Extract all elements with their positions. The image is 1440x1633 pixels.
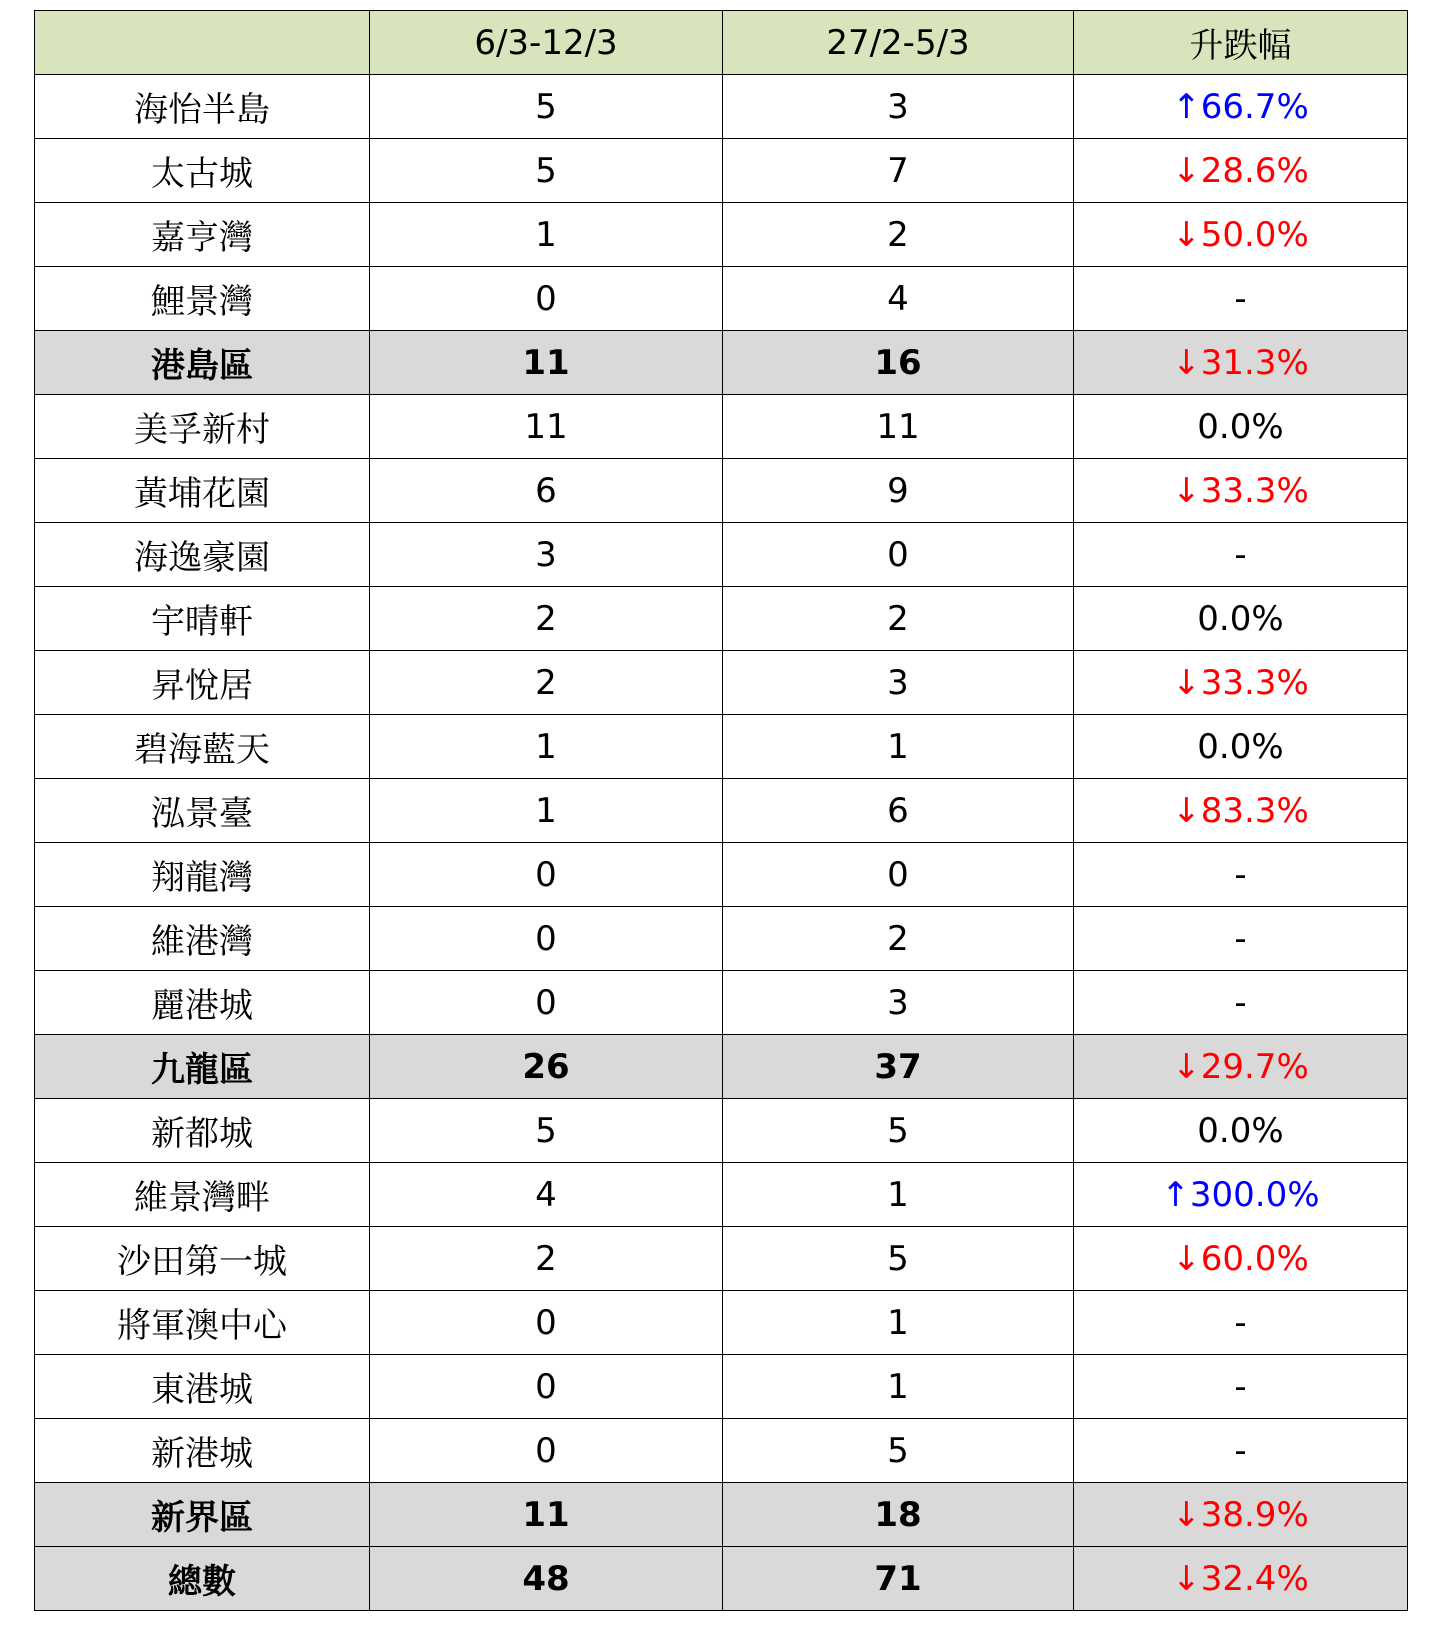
previous-week-cell: 3 xyxy=(723,971,1074,1035)
estate-name-cell: 太古城 xyxy=(35,139,370,203)
current-week-cell: 2 xyxy=(370,651,723,715)
estate-name-cell: 昇悅居 xyxy=(35,651,370,715)
change-cell: ↑300.0% xyxy=(1074,1163,1408,1227)
change-cell: ↓83.3% xyxy=(1074,779,1408,843)
current-week-cell: 0 xyxy=(370,1291,723,1355)
previous-week-cell: 37 xyxy=(723,1035,1074,1099)
change-cell: ↓31.3% xyxy=(1074,331,1408,395)
change-cell: 0.0% xyxy=(1074,395,1408,459)
change-cell: ↓33.3% xyxy=(1074,651,1408,715)
header-change: 升跌幅 xyxy=(1074,11,1408,75)
change-cell: - xyxy=(1074,1355,1408,1419)
estate-name-cell: 嘉亨灣 xyxy=(35,203,370,267)
table-row xyxy=(35,395,1408,459)
previous-week-cell: 3 xyxy=(723,651,1074,715)
estate-name-cell: 港島區 xyxy=(35,331,370,395)
estate-name-cell: 新界區 xyxy=(35,1483,370,1547)
current-week-cell: 5 xyxy=(370,1099,723,1163)
previous-week-cell: 1 xyxy=(723,1355,1074,1419)
previous-week-cell: 2 xyxy=(723,203,1074,267)
change-cell: ↓32.4% xyxy=(1074,1547,1408,1611)
estate-name-cell: 維港灣 xyxy=(35,907,370,971)
estate-name-cell: 泓景臺 xyxy=(35,779,370,843)
table-row xyxy=(35,779,1408,843)
estate-name-cell: 海怡半島 xyxy=(35,75,370,139)
previous-week-cell: 4 xyxy=(723,267,1074,331)
estate-name-cell: 將軍澳中心 xyxy=(35,1291,370,1355)
change-cell: ↓50.0% xyxy=(1074,203,1408,267)
change-cell: 0.0% xyxy=(1074,715,1408,779)
table-row xyxy=(35,1099,1408,1163)
previous-week-cell: 2 xyxy=(723,907,1074,971)
change-cell: - xyxy=(1074,267,1408,331)
previous-week-cell: 1 xyxy=(723,715,1074,779)
estate-name-cell: 黃埔花園 xyxy=(35,459,370,523)
table-row xyxy=(35,139,1408,203)
change-cell: - xyxy=(1074,843,1408,907)
previous-week-cell: 1 xyxy=(723,1163,1074,1227)
current-week-cell: 1 xyxy=(370,779,723,843)
current-week-cell: 4 xyxy=(370,1163,723,1227)
previous-week-cell: 9 xyxy=(723,459,1074,523)
previous-week-cell: 0 xyxy=(723,843,1074,907)
table-row xyxy=(35,843,1408,907)
current-week-cell: 5 xyxy=(370,75,723,139)
change-cell: 0.0% xyxy=(1074,1099,1408,1163)
estate-name-cell: 海逸豪園 xyxy=(35,523,370,587)
change-cell: - xyxy=(1074,907,1408,971)
previous-week-cell: 16 xyxy=(723,331,1074,395)
table-row xyxy=(35,267,1408,331)
estate-name-cell: 新港城 xyxy=(35,1419,370,1483)
estate-name-cell: 沙田第一城 xyxy=(35,1227,370,1291)
estate-name-cell: 翔龍灣 xyxy=(35,843,370,907)
transactions-table xyxy=(34,10,1408,1611)
previous-week-cell: 5 xyxy=(723,1099,1074,1163)
previous-week-cell: 0 xyxy=(723,523,1074,587)
change-cell: 0.0% xyxy=(1074,587,1408,651)
table-row xyxy=(35,523,1408,587)
table-row xyxy=(35,1355,1408,1419)
table-row xyxy=(35,203,1408,267)
table-row xyxy=(35,907,1408,971)
subtotal-row xyxy=(35,1035,1408,1099)
current-week-cell: 3 xyxy=(370,523,723,587)
previous-week-cell: 6 xyxy=(723,779,1074,843)
current-week-cell: 0 xyxy=(370,1355,723,1419)
estate-name-cell: 宇晴軒 xyxy=(35,587,370,651)
subtotal-row xyxy=(35,1547,1408,1611)
current-week-cell: 26 xyxy=(370,1035,723,1099)
current-week-cell: 11 xyxy=(370,395,723,459)
table-row xyxy=(35,459,1408,523)
table-row xyxy=(35,1227,1408,1291)
change-cell: ↓60.0% xyxy=(1074,1227,1408,1291)
current-week-cell: 0 xyxy=(370,971,723,1035)
current-week-cell: 1 xyxy=(370,203,723,267)
estate-name-cell: 鯉景灣 xyxy=(35,267,370,331)
change-cell: ↓28.6% xyxy=(1074,139,1408,203)
table-row xyxy=(35,587,1408,651)
table-row xyxy=(35,1163,1408,1227)
change-cell: - xyxy=(1074,1291,1408,1355)
current-week-cell: 0 xyxy=(370,907,723,971)
change-cell: ↑66.7% xyxy=(1074,75,1408,139)
current-week-cell: 48 xyxy=(370,1547,723,1611)
header-estate xyxy=(35,11,370,75)
previous-week-cell: 71 xyxy=(723,1547,1074,1611)
change-cell: ↓38.9% xyxy=(1074,1483,1408,1547)
table-row xyxy=(35,651,1408,715)
current-week-cell: 11 xyxy=(370,1483,723,1547)
table-row xyxy=(35,971,1408,1035)
estate-name-cell: 維景灣畔 xyxy=(35,1163,370,1227)
change-cell: - xyxy=(1074,523,1408,587)
table-row xyxy=(35,715,1408,779)
subtotal-row xyxy=(35,331,1408,395)
change-cell: ↓29.7% xyxy=(1074,1035,1408,1099)
current-week-cell: 5 xyxy=(370,139,723,203)
subtotal-row xyxy=(35,1483,1408,1547)
previous-week-cell: 1 xyxy=(723,1291,1074,1355)
previous-week-cell: 5 xyxy=(723,1227,1074,1291)
change-cell: ↓33.3% xyxy=(1074,459,1408,523)
current-week-cell: 6 xyxy=(370,459,723,523)
estate-name-cell: 碧海藍天 xyxy=(35,715,370,779)
current-week-cell: 11 xyxy=(370,331,723,395)
previous-week-cell: 2 xyxy=(723,587,1074,651)
previous-week-cell: 5 xyxy=(723,1419,1074,1483)
current-week-cell: 1 xyxy=(370,715,723,779)
change-cell: - xyxy=(1074,1419,1408,1483)
current-week-cell: 0 xyxy=(370,843,723,907)
estate-name-cell: 新都城 xyxy=(35,1099,370,1163)
previous-week-cell: 7 xyxy=(723,139,1074,203)
previous-week-cell: 3 xyxy=(723,75,1074,139)
header-previous-week: 27/2-5/3 xyxy=(723,11,1074,75)
estate-name-cell: 九龍區 xyxy=(35,1035,370,1099)
current-week-cell: 2 xyxy=(370,587,723,651)
change-cell: - xyxy=(1074,971,1408,1035)
estate-name-cell: 東港城 xyxy=(35,1355,370,1419)
previous-week-cell: 11 xyxy=(723,395,1074,459)
estate-name-cell: 麗港城 xyxy=(35,971,370,1035)
table-row xyxy=(35,1419,1408,1483)
estate-name-cell: 美孚新村 xyxy=(35,395,370,459)
table-body xyxy=(35,75,1408,1611)
previous-week-cell: 18 xyxy=(723,1483,1074,1547)
header-current-week: 6/3-12/3 xyxy=(370,11,723,75)
current-week-cell: 0 xyxy=(370,267,723,331)
table-row xyxy=(35,1291,1408,1355)
header-row xyxy=(35,11,1408,75)
current-week-cell: 2 xyxy=(370,1227,723,1291)
table-row xyxy=(35,75,1408,139)
current-week-cell: 0 xyxy=(370,1419,723,1483)
estate-name-cell: 總數 xyxy=(35,1547,370,1611)
